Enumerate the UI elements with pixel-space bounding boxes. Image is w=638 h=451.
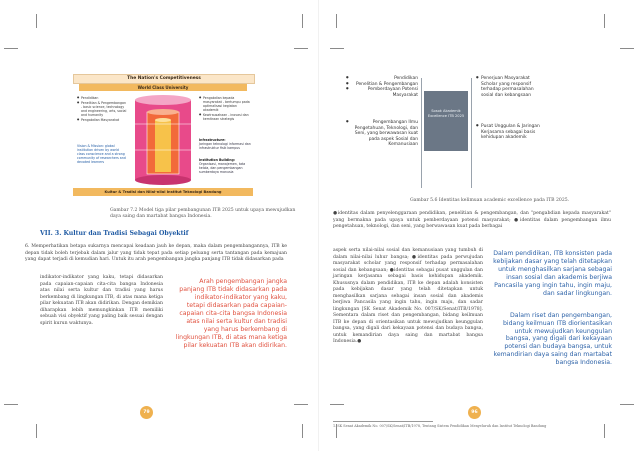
list-item: ● Kewirausahaan - inovasi dan kemitraan strategis bbox=[199, 113, 253, 121]
infrastructure-title: Infrastructure: bbox=[199, 138, 226, 142]
footnote-divider bbox=[333, 421, 433, 422]
body-paragraph: ●identitas dalam penyelenggaraan pendidikan, penelitian & pengembangan, dan "pengabdian kepada masyarakat" yang bermakna pada upaya untuk pemberdayaan potensi masyarakat; ●identitas dalam pengembangan ilmu pengetahuan, teknologi, dan seni, yang berwawasan kuat pada berbagai bbox=[333, 211, 611, 230]
world-class-university-bar: World Class University bbox=[79, 84, 247, 91]
body-paragraph: 6. Memperhatikan betapa sukarnya mencapai keadaan jauh ke depan, maka dalam pengembangannya, ITB ke depan tidak boleh terjebak dalam jalur yang tidak tepat pada setiap peluang serta tantangan pada kemajuan yang dapat terjadi di kemudian hari. Untuk itu arah pengembangan jangka panjang ITB tidak didasarkan pada bbox=[25, 244, 287, 263]
crop-mark bbox=[294, 48, 308, 49]
institution-building-block bbox=[199, 158, 253, 174]
pull-quote-research: Dalam riset dan pengembangan, bidang keilmuan ITB diorientasikan untuk mewujudkan keunggulan bangsa, yang digali dari kekayaan potensi dan budaya bangsa, untuk kemandirian daya saing dan martabat bangsa Indonesia. bbox=[493, 311, 612, 367]
page-number: 79 bbox=[140, 406, 153, 419]
academic-excellence-hub: Sosok Akademik Excellence ITB 2025 bbox=[424, 91, 468, 151]
pull-quote bbox=[492, 250, 612, 367]
crop-mark bbox=[336, 14, 337, 28]
crop-mark bbox=[620, 404, 634, 405]
list-item: ● Penelitian & Pengembangan bbox=[346, 82, 418, 88]
crop-mark bbox=[302, 424, 303, 438]
list-item: ● Pendidikan bbox=[346, 76, 418, 82]
crop-mark bbox=[4, 404, 18, 405]
institution-building-text: Organisasi, manajemen, tata kelola, dan pengembangan sumberdaya manusia bbox=[199, 162, 246, 174]
crop-mark bbox=[302, 14, 303, 28]
list-item: ● Penelitian & Pengembangan - basic science, technology and engineering, arts, social and humanity bbox=[77, 101, 127, 117]
crop-mark bbox=[330, 404, 344, 405]
page-number: 96 bbox=[468, 406, 481, 419]
list-item: ● Penerjuan Masyarakat Scholar yang responsif terhadap permasalahan sosial dan kebangsaan bbox=[476, 76, 540, 98]
infrastructure-text: Jaringan teknologi informasi dan infrastruktur fisik kampus bbox=[199, 142, 251, 150]
institution-building-title: Institution Building: bbox=[199, 158, 236, 162]
crop-mark bbox=[294, 404, 308, 405]
identity-left-list bbox=[346, 76, 418, 148]
list-item: ● Pengabdian Masyarakat bbox=[77, 118, 127, 122]
body-paragraph: indikator-indikator yang kaku, tetapi didasarkan pada capaian-capaian cita-cita bangsa Indonesia atas nilai serta kultur dan tradisi yang harus berkembang di lingkungan ITB, di atas mana ketiga pilar kekuatan ITB akan didirikan. Dengan demikian diharapkan lebih memungkinkan ITB memiliki sebuah visi obyektif yang paling baik sesuai dengan spirit kurun waktunya. bbox=[40, 275, 163, 326]
list-item: ● Pengabdian kepada masyarakat - bertumpu pada optimalisasi kegiatan akademik bbox=[199, 96, 253, 112]
nation-competitiveness-bar: The Nation's Competitiveness bbox=[73, 74, 255, 84]
connector-line bbox=[421, 78, 422, 188]
crop-mark bbox=[330, 48, 344, 49]
pull-quote: Arah pengembangan jangka panjang ITB tidak didasarkan pada indikator-indikator yang kaku, tetapi didasarkan pada capaian-capaian cita-cita bangsa Indonesia atas nilai serta kultur dan tradisi yang harus berkembang di lingkungan ITB, di atas mana ketiga pilar kekuatan ITB akan didirikan. bbox=[175, 278, 287, 349]
crop-mark bbox=[4, 48, 18, 49]
identity-right-list bbox=[476, 76, 540, 141]
crop-mark bbox=[36, 14, 37, 28]
culture-tradition-bar: Kultur & Tradisi dan Nilai-nilai Institut Teknologi Bandung bbox=[73, 188, 253, 196]
crop-mark bbox=[620, 48, 634, 49]
vision-mission-text: Vision & Mission: global institution driven by world class conscience and a strong community of researchers and devoted learners bbox=[77, 144, 126, 164]
pillar-left-list bbox=[77, 96, 127, 123]
figure-caption: Gambar 5.6 Identitas kelimuan academic excellence pada ITB 2025. bbox=[410, 198, 570, 203]
page-spine bbox=[318, 0, 319, 451]
pull-quote-education: Dalam pendidikan, ITB konsisten pada kebijakan dasar yang telah ditetapkan untuk menghasilkan sarjana sebagai insan sosial dan akademis berjiwa Pancasila yang ingin tahu, ingin maju, dan sadar lingkungan. bbox=[493, 250, 612, 297]
pillar-right-list bbox=[199, 96, 253, 122]
three-pillar-diagram bbox=[33, 72, 295, 200]
pillar-cylinder-illustration bbox=[131, 94, 195, 186]
list-item: ● Pengembangan Ilmu Pengetahuan, Teknologi, dan Seni, yang berwawasan kuat pada aspek Sosial dan Kemanusiaan bbox=[346, 120, 418, 148]
body-paragraph: aspek serta nilai-nilai sosial dan kemanusiaan yang tumbuh di dalam nilai-nilai luhur bangsa; ●identitas pada perwujudan masyarakat scholar yang responsif terhadap permasalahan sosial dan kebangsaan; ●identitas sebagai pusat unggulan dan jaringan kerjasama sebagai basis kehidupan akademik. Khususnya dalam pendidikan, ITB ke depan adalah konsisten pada kebijakan dasar yang telah ditetapkan untuk menghasilkan sarjana sebagai insan sosial dan akademis berjiwa Pancasila yang ingin tahu, ingin maju, dan sadar lingkungan [SK Senat Akademik No. 007/SK/Senat/ITB/1978]. Sementara dalam riset dan pengembangan, bidang keilmuan ITB ke depan di orientasikan untuk mewujudkan keunggulan bangsa, yang digali dari kekayaan potensi dan budaya bangsa, untuk kemandirian daya saing dan martabat bangsa Indonesia.● bbox=[333, 248, 483, 345]
figure-caption: Gambar 7.2 Model tiga pilar pembangunan ITB 2025 untuk upaya mewujudkan daya saing dan martabat bangsa Indonesia. bbox=[110, 208, 296, 220]
list-item: ● Pemberdayaan Potensi Masyarakat bbox=[346, 87, 418, 98]
crop-mark bbox=[604, 14, 605, 28]
footnote: 1. SK Senat Akademik No. 007/SK/Senat/ITB/1978, Tentang Sistem Pendidikan Menyeluruh dan Institut Teknologi Bandung bbox=[333, 424, 547, 428]
list-item: ● Pusat Unggulan & Jaringan Kerjasama sebagai basis kehidupan akademik bbox=[476, 124, 540, 141]
connector-line bbox=[471, 78, 472, 188]
list-item: ● Pendidikan bbox=[77, 96, 127, 100]
crop-mark bbox=[36, 424, 37, 438]
section-title: VII. 3. Kultur dan Tradisi Sebagai Obyektif bbox=[40, 230, 189, 237]
infrastructure-block bbox=[199, 138, 253, 150]
